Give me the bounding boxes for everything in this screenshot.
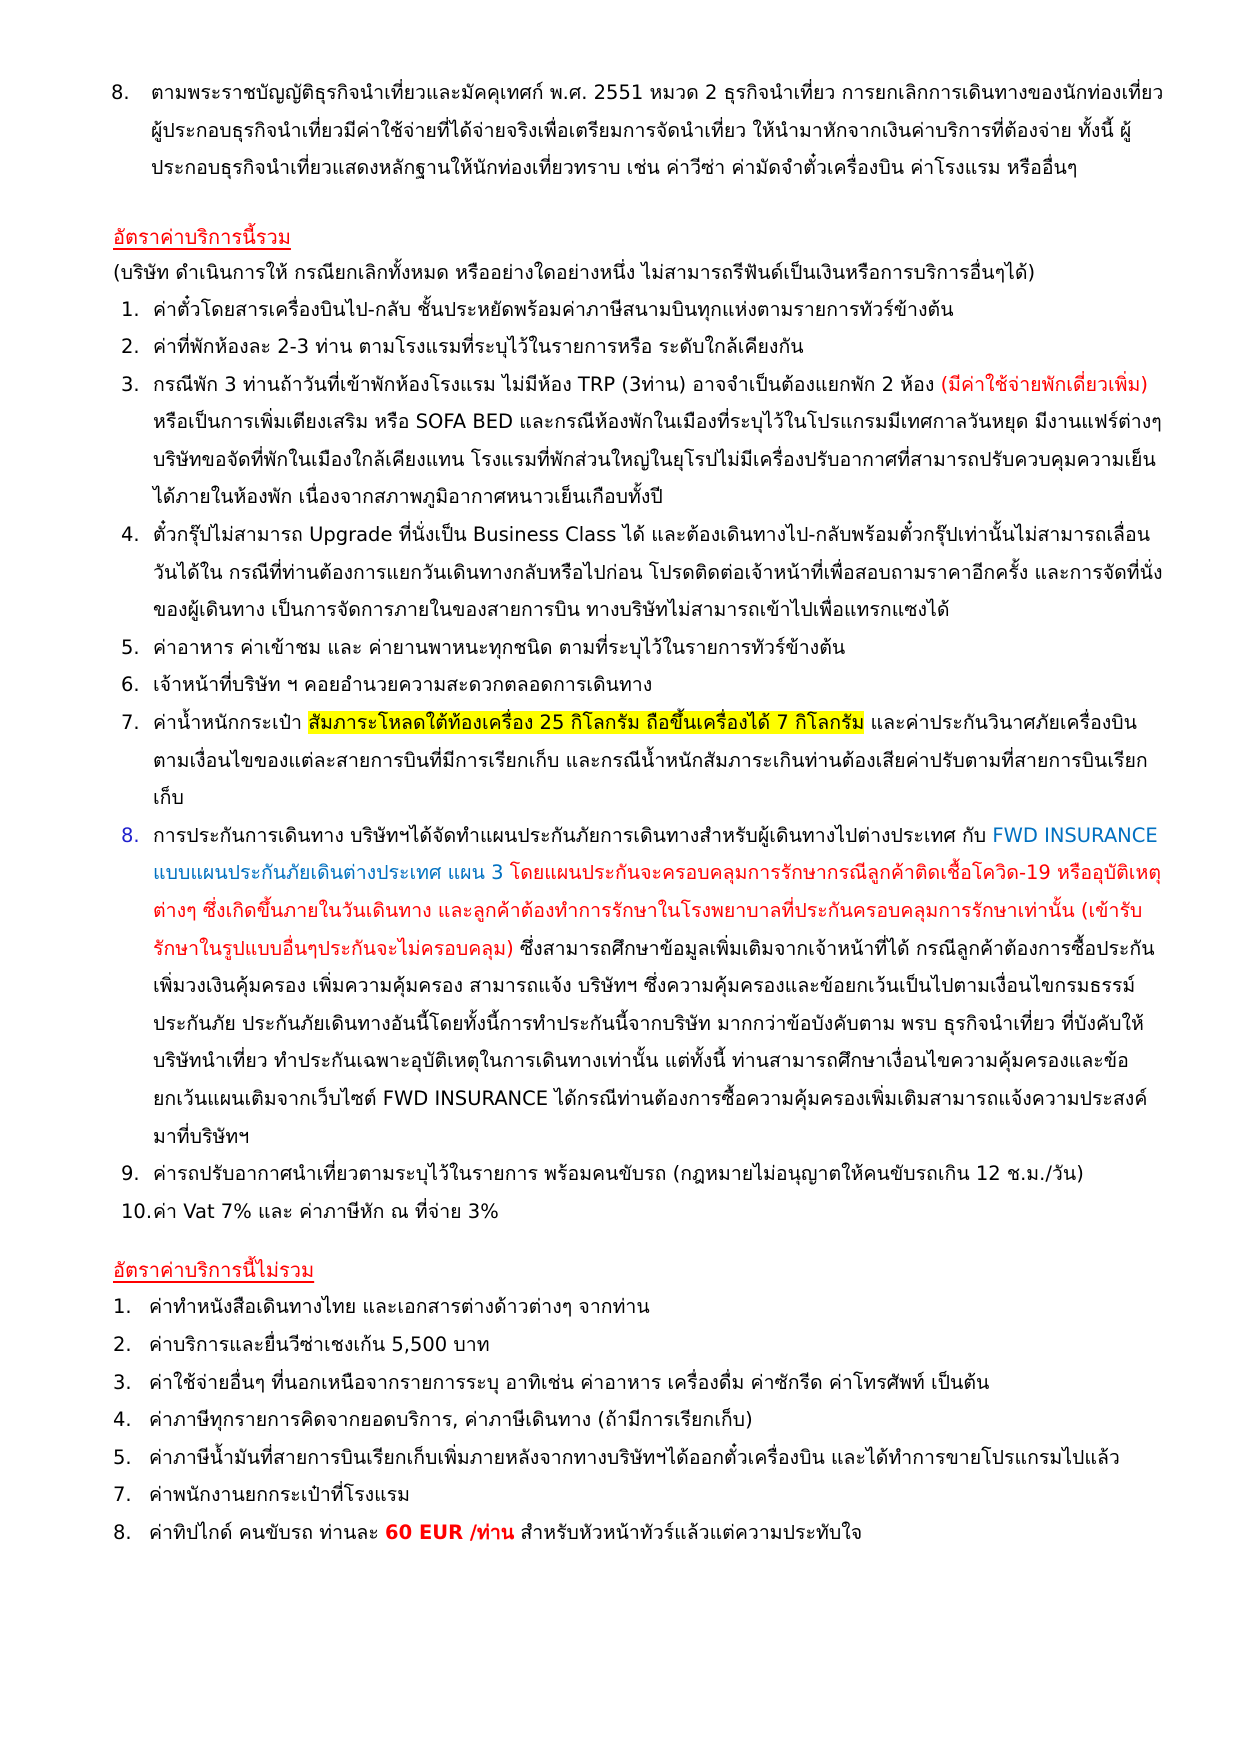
included-list [113, 291, 1171, 1231]
item-number: 9. [121, 1162, 140, 1186]
intro-text: ตามพระราชบัญญัติธุรกิจนำเที่ยวและมัคคุเทศก์ พ.ศ. 2551 หมวด 2 ธุรกิจนำเที่ยว การยกเลิกการเดินทางของนักท่องเที่ยว ผู้ประกอบธุรกิจนำเที่ยวมีค่าใช้จ่ายที่ได้จ่ายจริงเพื่อเตรียมการจัดนำเที่ยว ให้นำมาหักจากเงินค่าบริการที่ต้องจ่าย ทั้งนี้ ผู้ประกอบธุรกิจนำเที่ยวแสดงหลักฐานให้นักท่องเที่ยวทราบ เช่น ค่าวีซ่า ค่ามัดจำตั๋วเครื่องบิน ค่าโรงแรม หรืออื่นๆ [151, 81, 1164, 179]
item-text: ค่าภาษีทุกรายการคิดจากยอดบริการ, ค่าภาษีเดินทาง (ถ้ามีการเรียกเก็บ) [149, 1408, 753, 1432]
item-number: 3. [113, 1370, 132, 1394]
insurance-plan-name: FWD INSURANCE แบบแผนประกันภัยเดินต่างประเทศ แผน 3 [153, 823, 1158, 885]
list-item [113, 1288, 1171, 1326]
list-item [113, 1155, 1171, 1193]
item-text: ค่าทำหนังสือเดินทางไทย และเอกสารต่างด้าวต่างๆ จากท่าน [149, 1295, 650, 1319]
list-item [113, 1401, 1171, 1439]
item-text: ค่าตั๋วโดยสารเครื่องบินไป-กลับ ชั้นประหยัดพร้อมค่าภาษีสนามบินทุกแห่งตามรายการทัวร์ข้างต้น [153, 297, 954, 321]
item-number: 2. [113, 1332, 132, 1356]
list-item [113, 704, 1171, 817]
item-text [153, 817, 1171, 1155]
item-text: เจ้าหน้าที่บริษัท ฯ คอยอำนวยความสะดวกตลอดการเดินทาง [153, 673, 653, 697]
item-text: ค่าอาหาร ค่าเข้าชม และ ค่ายานพาหนะทุกชนิด ตามที่ระบุไว้ในรายการทัวร์ข้างต้น [153, 635, 846, 659]
item-text-part: ซึ่งสามารถศึกษาข้อมูลเพิ่มเติมจากเจ้าหน้าที่ได้ กรณีลูกค้าต้องการซื้อประกันเพิ่มวงเงินคุ้มครอง เพิ่มความคุ้มครอง สามารถแจ้ง บริษัทฯ ซึ่งความคุ้มครองและข้อยกเว้นเป็นไปตามเงื่อนไขกรมธรรม์ประกันภัย ประกันภัยเดินทางอันนี้โดยทั้งนี้การทำประกันนี้จากบริษัท มากกว่าข้อบังคับตาม พรบ ธุรกิจนำเที่ยว ที่บังคับให้บริษัทนำเที่ยว ทำประกันเฉพาะอุบัติเหตุในการเดินทางเท่านั้น แต่ทั้งนี้ ท่านสามารถศึกษาเงื่อนไขความคุ้มครองและข้อยกเว้นแผนเติมจากเว็บไซต์ FWD INSURANCE ได้กรณีท่านต้องการซื้อความคุ้มครองเพิ่มเติมสามารถแจ้งความประสงค์มาที่บริษัทฯ [153, 936, 1155, 1148]
item-text-part: ค่าน้ำหนักกระเป๋า [153, 711, 309, 735]
item-text-part: สำหรับหัวหน้าทัวร์แล้วแต่ความประทับใจ [514, 1520, 863, 1544]
included-title: อัตราค่าบริการนี้รวม [113, 224, 291, 249]
item-text: ค่าใช้จ่ายอื่นๆ ที่นอกเหนือจากรายการระบุ อาทิเช่น ค่าอาหาร เครื่องดื่ม ค่าซักรีด ค่าโทรศัพท์ เป็นต้น [149, 1370, 990, 1394]
item-text [149, 1514, 1171, 1552]
item-number: 8. [121, 823, 140, 847]
item-number: 3. [121, 372, 140, 396]
item-text: ตั๋วกรุ๊ปไม่สามารถ Upgrade ที่นั่งเป็น Business Class ได้ และต้องเดินทางไป-กลับพร้อมตั๋วกรุ๊ปเท่านั้นไม่สามารถเลื่อนวันได้ใน กรณีที่ท่านต้องการแยกวันเดินทางกลับหรือไปก่อน โปรดติดต่อเจ้าหน้าที่เพื่อสอบถามราคาอีกครั้ง และการจัดที่นั่งของผู้เดินทาง เป็นการจัดการภายในของสายการบิน ทางบริษัทไม่สามารถเข้าไปเพื่อแทรกแซงได้ [153, 523, 1163, 622]
item-number: 2. [121, 335, 140, 359]
list-item [113, 1514, 1171, 1552]
item-number: 1. [121, 297, 140, 321]
item-text: ค่าบริการและยื่นวีซ่าเชงเก้น 5,500 บาท [149, 1332, 490, 1356]
item-text [153, 366, 1171, 516]
list-item [113, 1193, 1171, 1231]
list-item [113, 328, 1171, 366]
item-number: 5. [113, 1445, 132, 1469]
list-item [113, 516, 1171, 629]
item-number: 8. [113, 1520, 132, 1544]
item-number: 10. [121, 1199, 153, 1223]
item-text: ค่าพนักงานยกกระเป๋าที่โรงแรม [149, 1483, 410, 1507]
item-text: ค่า Vat 7% และ ค่าภาษีหัก ณ ที่จ่าย 3% [153, 1199, 499, 1223]
excluded-list [113, 1288, 1171, 1551]
single-supplement-note: (มีค่าใช้จ่ายพักเดี่ยวเพิ่ม) [940, 372, 1148, 396]
item-text: ค่าภาษีน้ำมันที่สายการบินเรียกเก็บเพิ่มภายหลังจากทางบริษัทฯได้ออกตั๋วเครื่องบิน และได้ทำการขายโปรแกรมไปแล้ว [149, 1445, 1120, 1469]
item-number: 6. [121, 673, 140, 697]
item-number: 4. [121, 523, 140, 547]
list-item [113, 1476, 1171, 1514]
item-number: 4. [113, 1408, 132, 1432]
item-text: ค่าที่พักห้องละ 2-3 ท่าน ตามโรงแรมที่ระบุไว้ในรายการหรือ ระดับใกล้เคียงกัน [153, 335, 804, 359]
intro-number: 8. [111, 81, 130, 104]
list-item [113, 291, 1171, 329]
intro-clause [111, 74, 1171, 187]
item-text: ค่ารถปรับอากาศนำเที่ยวตามระบุไว้ในรายการ พร้อมคนขับรถ (กฎหมายไม่อนุญาตให้คนขับรถเกิน 12 ช.ม./วัน) [153, 1162, 1084, 1186]
item-text-part: ค่าทิปไกด์ คนขับรถ ท่านละ [149, 1520, 386, 1544]
included-note: (บริษัท ดำเนินการให้ กรณียกเลิกทั้งหมด หรืออย่างใดอย่างหนึ่ง ไม่สามารถรีฟันด์เป็นเงินหรือการบริการอื่นๆได้) [113, 260, 1036, 284]
baggage-allowance-highlight: สัมภาระโหลดใต้ท้องเครื่อง 25 กิโลกรัม ถือขึ้นเครื่องได้ 7 กิโลกรัม [308, 711, 865, 735]
list-item [113, 1439, 1171, 1477]
item-text [153, 704, 1171, 817]
item-text-part: กรณีพัก 3 ท่านถ้าวันที่เข้าพักห้องโรงแรม ไม่มีห้อง TRP (3ท่าน) อาจจำเป็นต้องแยกพัก 2 ห้อง [153, 372, 941, 396]
list-item [113, 1364, 1171, 1402]
item-text-part: การประกันการเดินทาง บริษัทฯได้จัดทำแผนประกันภัยการเดินทางสำหรับผู้เดินทางไปต่างประเทศ กับ [153, 823, 993, 847]
item-number: 7. [113, 1483, 132, 1507]
list-item [113, 1326, 1171, 1364]
tip-amount: 60 EUR /ท่าน [385, 1520, 515, 1544]
item-text-part: และค่าประกันวินาศภัยเครื่องบินตามเงื่อนไขของแต่ละสายการบินที่มีการเรียกเก็บ และกรณีน้ำหนักสัมภาระเกินท่านต้องเสียค่าปรับตามที่สายการบินเรียกเก็บ [153, 711, 1148, 810]
insurance-coverage-note: โดยแผนประกันจะครอบคลุมการรักษากรณีลูกค้าติดเชื้อโควิด-19 หรืออุบัติเหตุต่างๆ ซึ่งเกิดขึ้นภายในวันเดินทาง และลูกค้าต้องทำการรักษาในโรงพยาบาลที่ประกันครอบคลุมการรักษาเท่านั้น (เข้ารับรักษาในรูปแบบอื่นๆประกันจะไม่ครอบคลุม) [153, 861, 1161, 960]
list-item [113, 366, 1171, 516]
item-number: 7. [121, 711, 140, 735]
item-text-part: หรือเป็นการเพิ่มเตียงเสริม หรือ SOFA BED และกรณีห้องพักในเมืองที่ระบุไว้ในโปรแกรมมีเทศกาลวันหยุด มีงานแฟร์ต่างๆ บริษัทขอจัดที่พักในเมืองใกล้เคียงแทน โรงแรมที่พักส่วนใหญ่ในยุโรปไม่มีเครื่องปรับอากาศที่สามารถปรับควบคุมความเย็นได้ภายในห้องพัก เนื่องจากสภาพภูมิอากาศหนาวเย็นเกือบทั้งปี [153, 410, 1162, 509]
item-number: 1. [113, 1295, 132, 1319]
item-number: 5. [121, 635, 140, 659]
list-item [113, 817, 1171, 1155]
list-item [113, 666, 1171, 704]
list-item [113, 629, 1171, 667]
excluded-title: อัตราค่าบริการนี้ไม่รวม [113, 1258, 315, 1283]
